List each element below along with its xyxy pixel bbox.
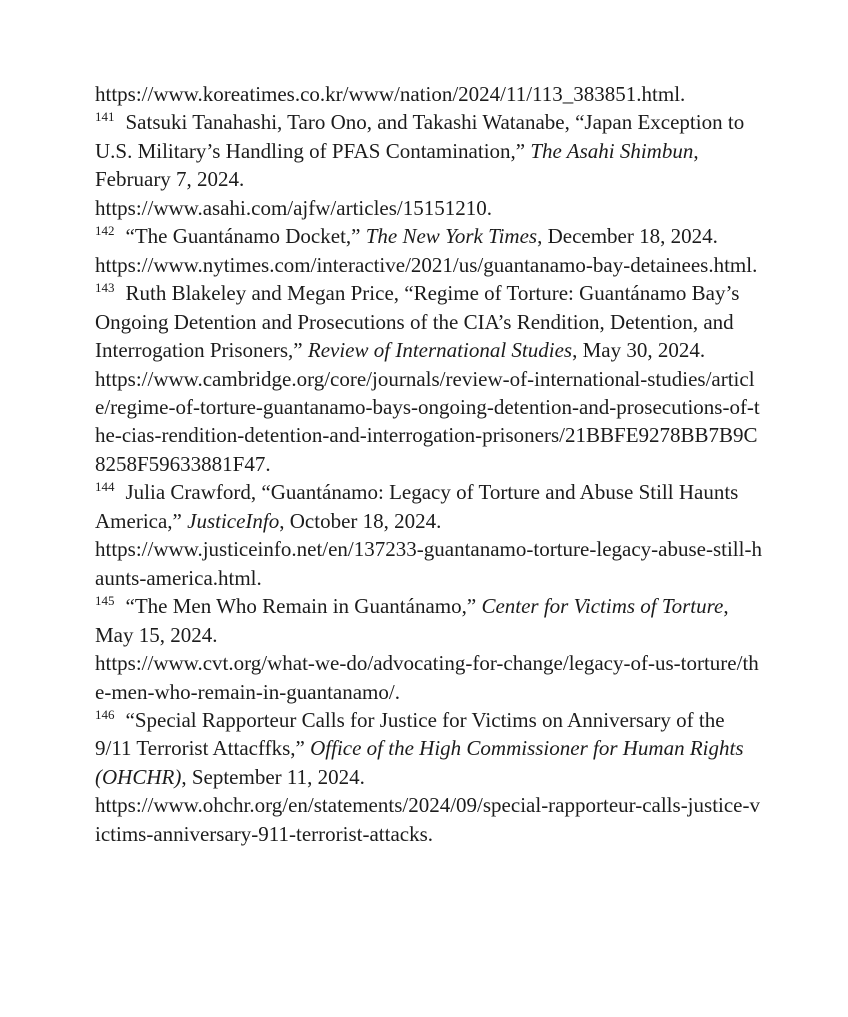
citation-url: https://www.cambridge.org/core/journals/review-of-international-studies/article/regime-of-torture-guantanamo-bays-ongoing-detention-and-prosecutions-of-the-cias-rendition-detention-and-interrogation-prisoners/21BBFE9278BB7B9C8258F59633881F47.: [95, 366, 760, 476]
citation-date: , October 18, 2024.: [279, 508, 442, 533]
footnote-141: [95, 108, 762, 222]
citation-date: , February 7, 2024.: [95, 138, 699, 192]
footnote-146: [95, 706, 762, 848]
citation-date: , September 11, 2024.: [181, 764, 365, 789]
footnote-144: [95, 478, 762, 592]
citation-url: https://www.nytimes.com/interactive/2021/us/guantanamo-bay-detainees.html.: [95, 252, 758, 277]
citation-date: , May 30, 2024.: [572, 338, 706, 363]
citation-text: Julia Crawford, “Guantánamo: Legacy of Torture and Abuse Still Haunts America,”: [95, 480, 739, 533]
source-title: The Asahi Shimbun: [530, 138, 694, 163]
citation-date: , May 15, 2024.: [95, 594, 729, 647]
source-title: The New York Times: [365, 224, 538, 249]
source-title: Center for Victims of Torture: [481, 594, 724, 619]
endnotes-block: [95, 80, 762, 848]
source-title: Office of the High Commissioner for Human Rights (OHCHR): [95, 736, 744, 789]
citation-text: Ruth Blakeley and Megan Price, “Regime of Torture: Guantánamo Bay’s Ongoing Detention and Prosecutions of the CIA’s Rendition, Detention, and Interrogation Prisoners,”: [95, 281, 740, 363]
citation-text: “Special Rapporteur Calls for Justice for Victims on Anniversary of the 9/11 Terrorist Attacffks,”: [95, 707, 725, 761]
footnote-number: 145: [95, 593, 115, 609]
footnote-number: 144: [95, 479, 115, 495]
citation-date: , December 18, 2024.: [537, 224, 718, 249]
footnote-142: [95, 222, 762, 279]
footnote-number: 146: [95, 706, 115, 722]
citation-url: https://www.cvt.org/what-we-do/advocating-for-change/legacy-of-us-torture/the-men-who-remain-in-guantanamo/.: [95, 651, 759, 704]
citation-url: https://www.justiceinfo.net/en/137233-guantanamo-torture-legacy-abuse-still-haunts-america.html.: [95, 537, 762, 590]
source-title: Review of International Studies: [307, 338, 573, 363]
footnote-continuation: [95, 80, 762, 108]
citation-url: https://www.asahi.com/ajfw/articles/15151210.: [95, 195, 492, 220]
footnote-145: [95, 592, 762, 706]
citation-url: https://www.ohchr.org/en/statements/2024/09/special-rapporteur-calls-justice-victims-anniversary-911-terrorist-attacks.: [95, 793, 760, 846]
citation-text: “The Guantánamo Docket,”: [125, 224, 366, 249]
citation-url: https://www.koreatimes.co.kr/www/nation/2024/11/113_383851.html.: [95, 82, 686, 106]
citation-text: “The Men Who Remain in Guantánamo,”: [125, 594, 482, 619]
citation-text: Satsuki Tanahashi, Taro Ono, and Takashi Watanabe, “Japan Exception to U.S. Military’s Handling of PFAS Contamination,”: [95, 110, 745, 163]
footnote-number: 143: [95, 280, 115, 296]
footnote-143: [95, 279, 762, 478]
footnote-number: 142: [95, 223, 115, 239]
source-title: JusticeInfo: [187, 508, 280, 533]
footnote-number: 141: [95, 109, 115, 125]
